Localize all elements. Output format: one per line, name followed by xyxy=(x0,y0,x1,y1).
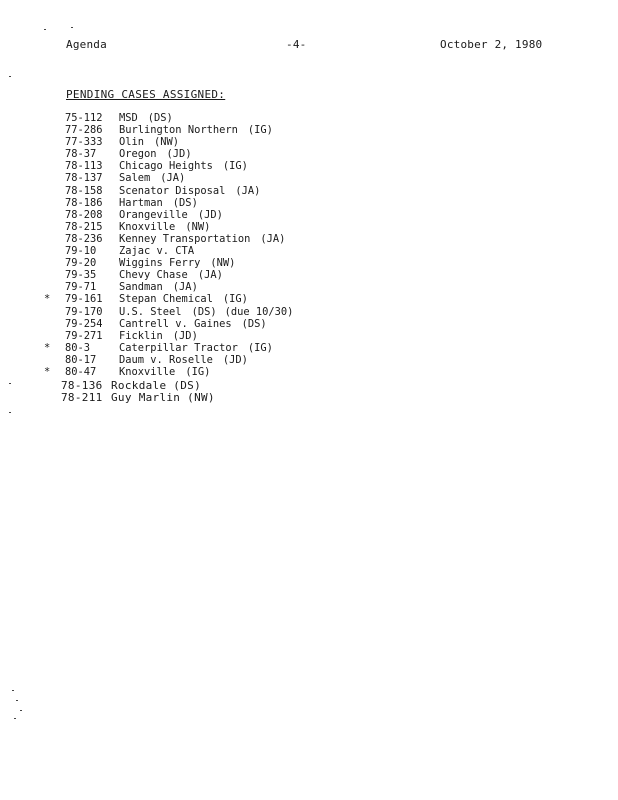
scan-speck xyxy=(44,29,46,30)
case-number: 80-47 xyxy=(65,365,97,378)
case-name: Knoxville xyxy=(119,220,176,233)
assignee-code: (JA) xyxy=(172,281,198,294)
header-date: October 2, 1980 xyxy=(440,38,543,51)
assignee-code: (JD) xyxy=(166,148,192,161)
assignee-code: (DS) xyxy=(191,305,217,318)
case-number: 78-37 xyxy=(65,148,97,161)
case-number: 79-161 xyxy=(65,293,103,306)
assignee-code: (DS) xyxy=(172,196,198,209)
case-name: Oregon xyxy=(119,148,157,161)
case-number: 79-254 xyxy=(65,317,103,330)
scan-speck xyxy=(9,412,11,413)
scan-speck xyxy=(9,383,11,384)
assignee-code: (IG) xyxy=(247,124,273,137)
case-number: 78-186 xyxy=(65,196,103,209)
priority-asterisk: * xyxy=(44,293,51,306)
case-number: 78-208 xyxy=(65,208,103,221)
case-name: Scenator Disposal xyxy=(119,184,226,197)
section-title: PENDING CASES ASSIGNED: xyxy=(66,88,226,101)
priority-asterisk: * xyxy=(44,341,51,354)
case-name: Caterpillar Tractor xyxy=(119,341,238,354)
case-number: 77-286 xyxy=(65,124,103,137)
case-number: 77-333 xyxy=(65,136,103,149)
case-name: Hartman xyxy=(119,196,163,209)
assignee-code: (DS) xyxy=(241,317,267,330)
case-name: Wiggins Ferry xyxy=(119,257,201,270)
case-number: 78-158 xyxy=(65,184,103,197)
case-name: Ficklin xyxy=(119,329,163,342)
added-case-row xyxy=(61,391,215,404)
case-number: 75-112 xyxy=(65,112,103,124)
assignee-code: (JD) xyxy=(197,208,223,221)
case-name: Orangeville xyxy=(119,208,188,221)
case-name: Chevy Chase xyxy=(119,269,188,282)
assignee-code: (JD) xyxy=(222,353,248,366)
assignee-code: (DS) xyxy=(147,112,173,124)
case-name: Daum v. Roselle xyxy=(119,353,213,366)
case-name: Sandman xyxy=(119,281,163,294)
assignee-code: (NW) xyxy=(185,220,211,233)
case-number: 78-136 xyxy=(61,379,103,392)
case-number: 80-3 xyxy=(65,341,91,354)
case-number: 79-71 xyxy=(65,281,97,294)
case-note: (due 10/30) xyxy=(224,305,294,318)
priority-asterisk: * xyxy=(44,365,51,378)
case-number: 80-17 xyxy=(65,353,97,366)
assignee-code: (IG) xyxy=(222,160,248,173)
case-number: 78-113 xyxy=(65,160,103,173)
scan-speck xyxy=(16,700,18,701)
case-name: Cantrell v. Gaines xyxy=(119,317,232,330)
case-name: Kenney Transportation xyxy=(119,232,251,245)
case-number: 79-170 xyxy=(65,305,103,318)
scan-speck xyxy=(9,76,11,77)
case-number: 79-20 xyxy=(65,257,97,270)
assignee-code: (IG) xyxy=(247,341,273,354)
scan-speck xyxy=(12,690,14,691)
scan-speck xyxy=(20,710,22,711)
case-number: 79-10 xyxy=(65,245,97,258)
case-name: Knoxville xyxy=(119,365,176,378)
case-name: Chicago Heights xyxy=(119,160,213,173)
page-number: -4- xyxy=(286,38,307,51)
header-agenda: Agenda xyxy=(66,38,107,51)
case-number: 78-236 xyxy=(65,232,103,245)
assignee-code: (IG) xyxy=(222,293,248,306)
case-name: Olin xyxy=(119,136,145,149)
assignee-code: (IG) xyxy=(185,365,211,378)
case-name: Stepan Chemical xyxy=(119,293,213,306)
assignee-code: (JA) xyxy=(197,269,223,282)
case-number: 79-271 xyxy=(65,329,103,342)
scan-speck xyxy=(14,718,16,719)
case-name: Burlington Northern xyxy=(119,124,238,137)
assignee-code: (JA) xyxy=(235,184,261,197)
case-name: Zajac v. CTA xyxy=(119,245,195,258)
case-number: 78-215 xyxy=(65,220,103,233)
case-number: 78-211 xyxy=(61,391,103,404)
assignee-code: (NW) xyxy=(154,136,180,149)
case-name: U.S. Steel xyxy=(119,305,182,318)
case-name: Guy Marlin (NW) xyxy=(111,391,215,404)
case-name: Rockdale (DS) xyxy=(111,379,201,392)
scan-speck xyxy=(71,27,73,28)
assignee-code: (NW) xyxy=(210,257,236,270)
assignee-code: (JA) xyxy=(260,232,286,245)
case-name: Salem xyxy=(119,172,151,185)
assignee-code: (JD) xyxy=(172,329,198,342)
assignee-code: (JA) xyxy=(160,172,186,185)
case-number: 79-35 xyxy=(65,269,97,282)
case-number: 78-137 xyxy=(65,172,103,185)
case-name: MSD xyxy=(119,112,138,124)
